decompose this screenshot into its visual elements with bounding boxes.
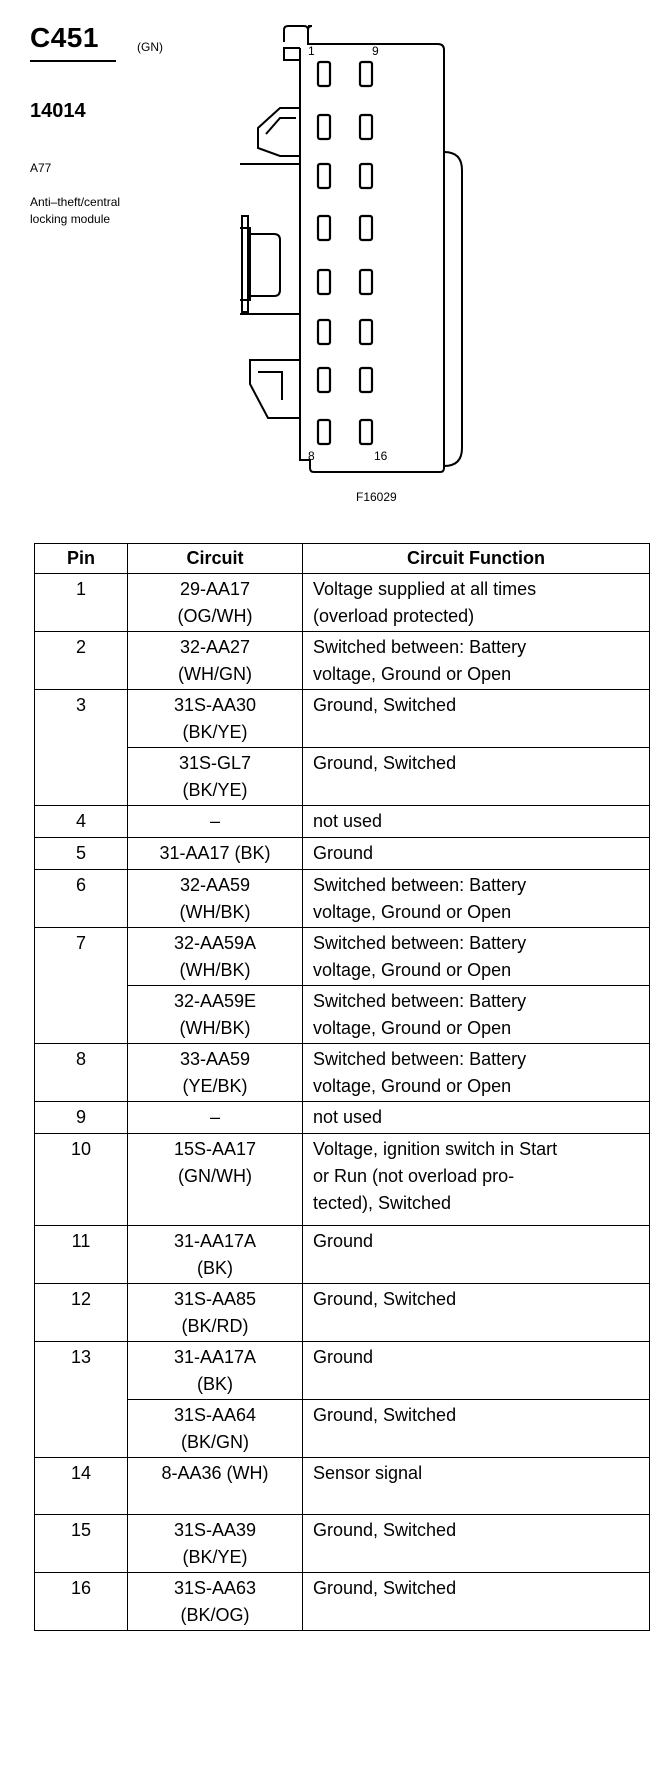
pin-cell: 3 [35, 690, 128, 806]
table-row [35, 748, 650, 806]
circuit-cell: 32-AA59A (WH/BK) [128, 928, 303, 986]
circuit-cell: 31S-AA39 (BK/YE) [128, 1515, 303, 1573]
function-cell: Switched between: Battery voltage, Ground or Open [303, 1044, 650, 1102]
component-id: A77 [30, 161, 52, 175]
table-row [35, 632, 650, 690]
pin-cavity-5 [318, 270, 330, 294]
pin-cavity-1 [318, 62, 330, 86]
pin-cell: 11 [35, 1226, 128, 1284]
table-row [35, 1573, 650, 1631]
table-row [35, 1226, 650, 1284]
function-cell: Switched between: Battery voltage, Ground or Open [303, 928, 650, 986]
table-row [35, 1342, 650, 1400]
circuit-cell: 31S-AA63 (BK/OG) [128, 1573, 303, 1631]
table-row [35, 690, 650, 748]
circuit-cell: 33-AA59 (YE/BK) [128, 1044, 303, 1102]
pin-cell: 1 [35, 574, 128, 632]
connector-diagram [240, 20, 470, 490]
pin-cavity-15 [360, 368, 372, 392]
circuit-cell: – [128, 806, 303, 838]
connector-housing [284, 26, 444, 472]
pin-cell: 13 [35, 1342, 128, 1458]
function-cell: Ground [303, 838, 650, 870]
table-header-row [35, 544, 650, 574]
pin-cavity-12 [360, 216, 372, 240]
function-cell: Ground, Switched [303, 1515, 650, 1573]
table-row [35, 1044, 650, 1102]
pin-table [34, 543, 650, 1631]
circuit-cell: 31S-AA30 (BK/YE) [128, 690, 303, 748]
pin-cell: 14 [35, 1458, 128, 1515]
pin-cavity-4 [318, 216, 330, 240]
pin-cavity-8 [318, 420, 330, 444]
pin-cavity-2 [318, 115, 330, 139]
function-cell: Ground [303, 1342, 650, 1400]
column-header-function: Circuit Function [303, 544, 650, 574]
pin-label-9: 9 [372, 44, 379, 58]
table-row [35, 1458, 650, 1515]
housing-latch-upper [258, 108, 300, 156]
table-row [35, 838, 650, 870]
component-name: Anti–theft/central locking module [30, 195, 121, 226]
table-row [35, 806, 650, 838]
function-cell: Switched between: Battery voltage, Ground or Open [303, 986, 650, 1044]
circuit-cell: 32-AA59 (WH/BK) [128, 870, 303, 928]
pin-cell: 10 [35, 1134, 128, 1226]
function-cell: Ground, Switched [303, 1284, 650, 1342]
function-cell: Sensor signal [303, 1458, 650, 1515]
function-cell: not used [303, 806, 650, 838]
circuit-cell: 8-AA36 (WH) [128, 1458, 303, 1515]
circuit-cell: 15S-AA17 (GN/WH) [128, 1134, 303, 1226]
connector-code: C451 [30, 22, 99, 53]
pin-cell: 6 [35, 870, 128, 928]
housing-latch-lower [250, 360, 300, 418]
circuit-cell: 32-AA59E (WH/BK) [128, 986, 303, 1044]
connector-color: (GN) [137, 40, 163, 54]
circuit-cell: 31-AA17A (BK) [128, 1342, 303, 1400]
circuit-cell: 31S-AA85 (BK/RD) [128, 1284, 303, 1342]
pin-cavity-6 [318, 320, 330, 344]
table-row [35, 1400, 650, 1458]
table-row [35, 986, 650, 1044]
circuit-cell: 29-AA17 (OG/WH) [128, 574, 303, 632]
housing-right-rib [444, 152, 462, 466]
pin-cell: 9 [35, 1102, 128, 1134]
figure-id: F16029 [356, 490, 397, 504]
pin-cell: 8 [35, 1044, 128, 1102]
table-row [35, 1284, 650, 1342]
circuit-cell: 31-AA17 (BK) [128, 838, 303, 870]
connector-code-underline [30, 60, 116, 62]
part-number: 14014 [30, 100, 86, 122]
pin-cell: 12 [35, 1284, 128, 1342]
table-row [35, 1102, 650, 1134]
column-header-circuit: Circuit [128, 544, 303, 574]
pin-cell: 2 [35, 632, 128, 690]
circuit-cell: – [128, 1102, 303, 1134]
circuit-cell: 31S-GL7 (BK/YE) [128, 748, 303, 806]
function-cell: Ground, Switched [303, 1400, 650, 1458]
function-cell: not used [303, 1102, 650, 1134]
circuit-cell: 32-AA27 (WH/GN) [128, 632, 303, 690]
pin-cell: 16 [35, 1573, 128, 1631]
function-cell: Ground, Switched [303, 690, 650, 748]
pin-cavity-11 [360, 164, 372, 188]
pin-cavity-13 [360, 270, 372, 294]
table-row [35, 574, 650, 632]
table-row [35, 1515, 650, 1573]
pin-cavity-7 [318, 368, 330, 392]
pin-cavity-9 [360, 62, 372, 86]
pin-cavity-16 [360, 420, 372, 444]
pin-label-8: 8 [308, 449, 315, 463]
pin-cell: 5 [35, 838, 128, 870]
pin-cavity-14 [360, 320, 372, 344]
component-description [30, 143, 120, 245]
column-header-pin: Pin [35, 544, 128, 574]
circuit-cell: 31S-AA64 (BK/GN) [128, 1400, 303, 1458]
pin-cell: 15 [35, 1515, 128, 1573]
table-row [35, 870, 650, 928]
pin-cell: 7 [35, 928, 128, 1044]
pin-label-16: 16 [374, 449, 388, 463]
function-cell: Switched between: Battery voltage, Ground or Open [303, 632, 650, 690]
function-cell: Voltage supplied at all times (overload protected) [303, 574, 650, 632]
pin-cavity-10 [360, 115, 372, 139]
circuit-cell: 31-AA17A (BK) [128, 1226, 303, 1284]
function-cell: Ground [303, 1226, 650, 1284]
function-cell: Ground, Switched [303, 748, 650, 806]
function-cell: Voltage, ignition switch in Start or Run (not overload pro- tected), Switched [303, 1134, 650, 1226]
function-cell: Ground, Switched [303, 1573, 650, 1631]
pin-cavity-3 [318, 164, 330, 188]
pin-label-1: 1 [308, 44, 315, 58]
pin-cell: 4 [35, 806, 128, 838]
table-row [35, 928, 650, 986]
table-row [35, 1134, 650, 1226]
pin-table-body [35, 574, 650, 1631]
function-cell: Switched between: Battery voltage, Ground or Open [303, 870, 650, 928]
